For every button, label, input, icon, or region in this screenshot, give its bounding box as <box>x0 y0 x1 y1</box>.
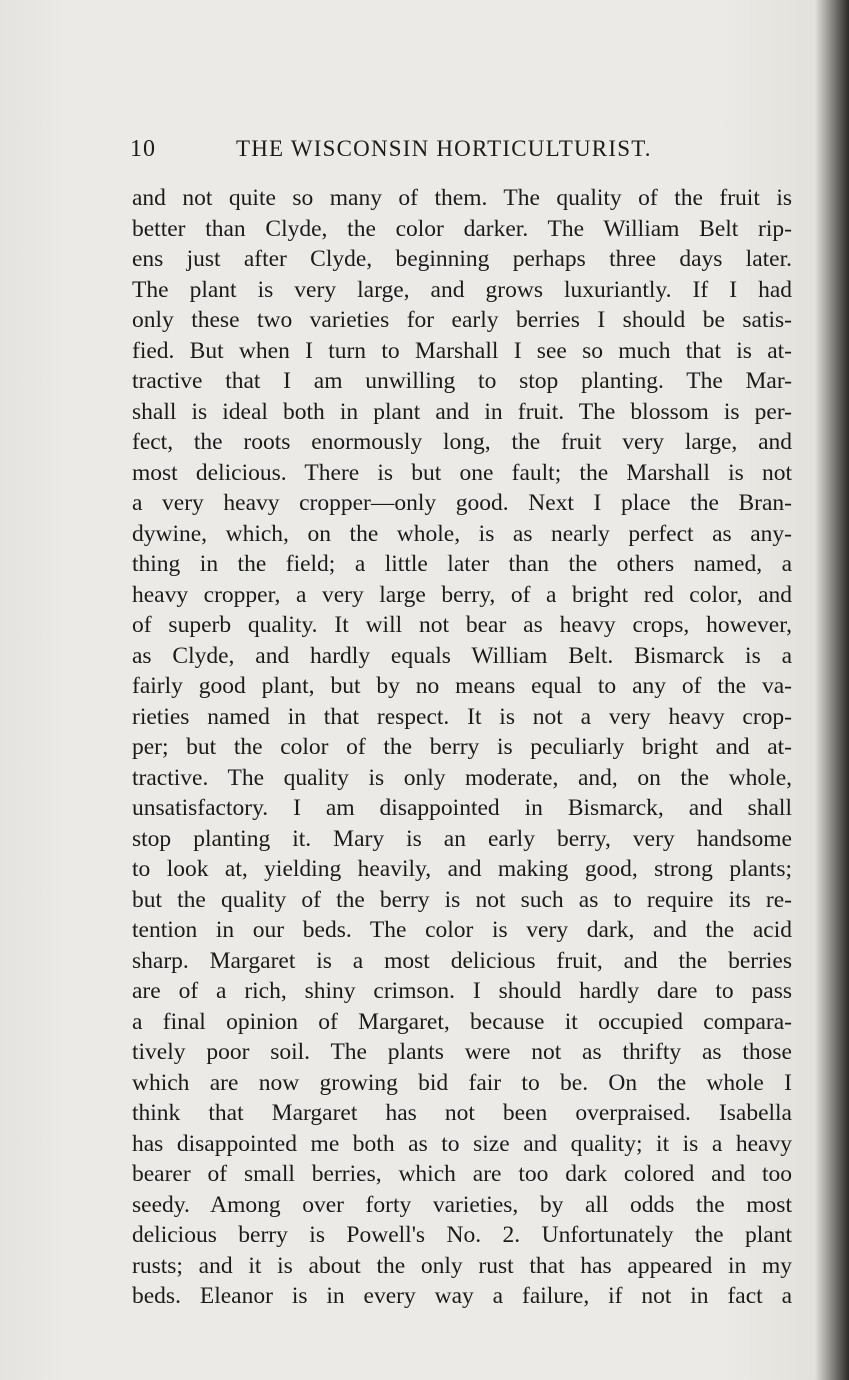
text-line: are of a rich, shiny crimson. I should hardly dare to pass <box>132 978 792 1004</box>
page-number: 10 <box>130 136 156 162</box>
text-line: rusts; and it is about the only rust that has appeared in my <box>132 1252 792 1279</box>
text-line: shall is ideal both in plant and in fruit. The blossom is per- <box>132 398 792 425</box>
page-header <box>130 136 790 166</box>
text-line: bearer of small berries, which are too dark colored and too <box>132 1161 792 1187</box>
text-line: stop planting it. Mary is an early berry, very handsome <box>132 825 792 852</box>
text-line: sharp. Margaret is a most delicious fruit, and the berries <box>132 947 792 974</box>
text-line: a final opinion of Margaret, because it occupied compara- <box>132 1008 792 1035</box>
text-line: per; but the color of the berry is peculiarly bright and at- <box>132 734 792 760</box>
text-line: has disappointed me both as to size and quality; it is a heavy <box>132 1130 792 1157</box>
text-line: of superb quality. It will not bear as heavy crops, however, <box>132 612 792 638</box>
text-line: as Clyde, and hardly equals William Belt. Bismarck is a <box>132 642 792 669</box>
text-line: which are now growing bid fair to be. On the whole I <box>132 1069 792 1096</box>
text-line: The plant is very large, and grows luxuriantly. If I had <box>132 276 792 303</box>
text-line: fairly good plant, but by no means equal to any of the va- <box>132 673 792 699</box>
text-line: and not quite so many of them. The quality of the fruit is <box>132 185 792 211</box>
text-line: seedy. Among over forty varieties, by all odds the most <box>132 1191 792 1218</box>
text-line: delicious berry is Powell's No. 2. Unfortunately the plant <box>132 1222 792 1248</box>
text-line: but the quality of the berry is not such as to require its re- <box>132 886 792 913</box>
text-line: a very heavy cropper—only good. Next I place the Bran- <box>132 490 792 516</box>
text-line: dywine, which, on the whole, is as nearly perfect as any- <box>132 520 792 547</box>
text-line: heavy cropper, a very large berry, of a bright red color, and <box>132 581 792 608</box>
text-line: thing in the field; a little later than the others named, a <box>132 551 792 577</box>
text-line: unsatisfactory. I am disappointed in Bismarck, and shall <box>132 795 792 821</box>
body-paragraph <box>132 183 792 1312</box>
text-line: most delicious. There is but one fault; the Marshall is not <box>132 459 792 486</box>
text-line: think that Margaret has not been overpraised. Isabella <box>132 1100 792 1126</box>
text-line: tention in our beds. The color is very dark, and the acid <box>132 917 792 943</box>
text-line: rieties named in that respect. It is not a very heavy crop- <box>132 703 792 730</box>
text-line: ens just after Clyde, beginning perhaps three days later. <box>132 246 792 272</box>
running-title: THE WISCONSIN HORTICULTURIST. <box>236 136 652 161</box>
text-line: to look at, yielding heavily, and making good, strong plants; <box>132 856 792 882</box>
text-line: beds. Eleanor is in every way a failure, if not in fact a <box>132 1283 792 1309</box>
text-line: tively poor soil. The plants were not as thrifty as those <box>132 1039 792 1065</box>
text-line: better than Clyde, the color darker. The William Belt rip- <box>132 215 792 242</box>
text-line: only these two varieties for early berries I should be satis- <box>132 307 792 333</box>
text-line: fect, the roots enormously long, the fruit very large, and <box>132 429 792 455</box>
text-line: tractive that I am unwilling to stop planting. The Mar- <box>132 368 792 394</box>
text-line: fied. But when I turn to Marshall I see so much that is at- <box>132 337 792 364</box>
text-line: tractive. The quality is only moderate, and, on the whole, <box>132 764 792 791</box>
